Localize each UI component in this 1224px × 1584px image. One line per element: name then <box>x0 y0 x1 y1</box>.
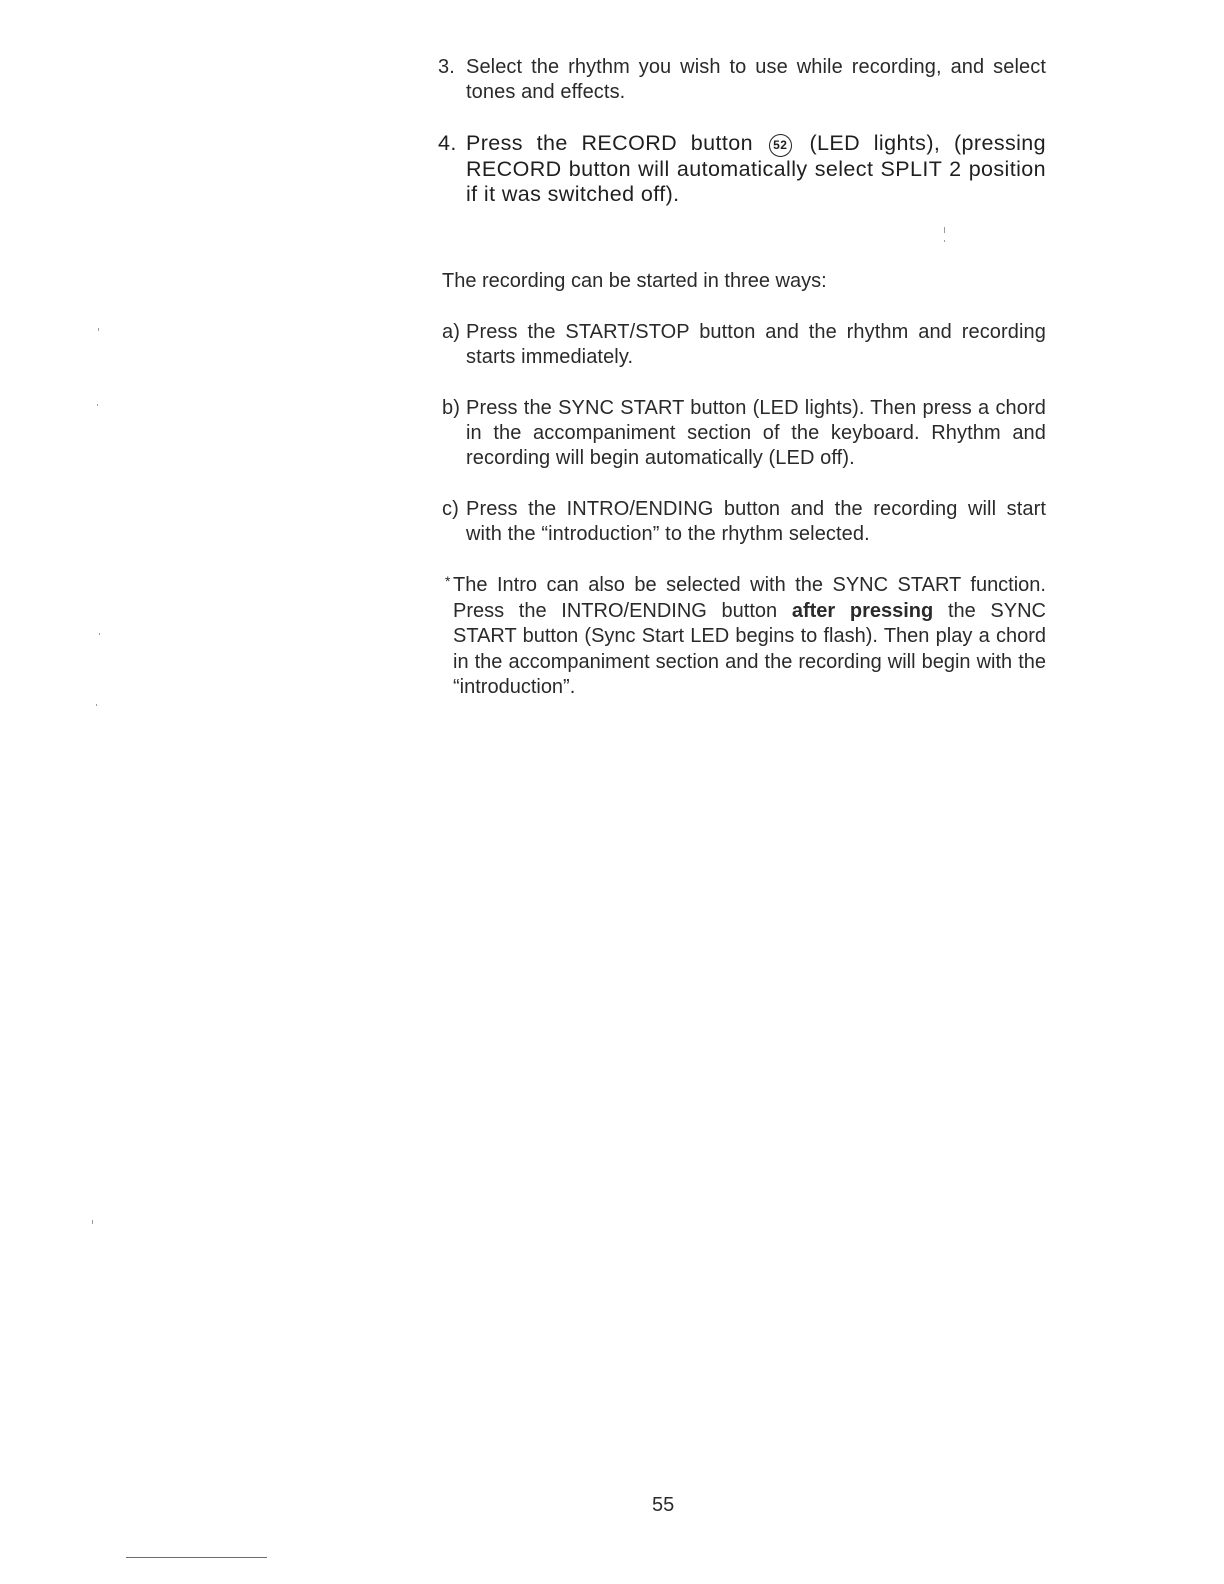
scan-speck <box>97 404 98 406</box>
intro-note <box>445 573 1046 701</box>
step-number: 3. <box>438 56 455 78</box>
option-c <box>442 497 1046 547</box>
scan-speck <box>944 240 945 242</box>
step-text-before: Press the RECORD button <box>466 131 753 155</box>
option-b <box>442 396 1046 471</box>
option-label: c) <box>442 498 459 520</box>
option-a <box>442 320 1046 370</box>
scan-speck <box>96 704 97 706</box>
record-button-reference-icon: 52 <box>769 134 792 157</box>
step-text <box>466 131 1046 207</box>
footer-rule <box>126 1557 267 1558</box>
option-label: b) <box>442 397 460 419</box>
scan-speck <box>98 328 99 331</box>
note-text-2: the SYNC START button (Sync Start LED begins to flash). Then play a chord in the accompaniment section and the recording will begin with the “introduction”. <box>453 599 1046 698</box>
step-number: 4. <box>438 131 457 155</box>
option-text: Press the SYNC START button (LED lights). Then press a chord in the accompaniment section of the keyboard. Rhythm and recording will begin automatically (LED off). <box>466 397 1046 469</box>
page-number: 55 <box>652 1494 675 1516</box>
intro-paragraph: The recording can be started in three ways: <box>442 270 827 292</box>
option-text: Press the START/STOP button and the rhythm and recording starts immediately. <box>466 321 1046 368</box>
option-text: Press the INTRO/ENDING button and the recording will start with the “introduction” to the rhythm selected. <box>466 498 1046 545</box>
step-text-after: (LED lights), (pressing RECORD button will automatically select SPLIT 2 position if it was switched off). <box>466 131 1047 206</box>
note-text-1: The Intro can also be selected with the SYNC START function. Press the INTRO/ENDING button <box>453 574 1046 622</box>
scan-speck <box>99 633 100 635</box>
step-3 <box>438 55 1046 105</box>
option-label: a) <box>442 321 460 343</box>
step-text: Select the rhythm you wish to use while recording, and select tones and effects. <box>466 56 1046 103</box>
note-marker: * <box>445 573 451 589</box>
scan-speck <box>944 227 945 233</box>
scan-speck <box>92 1220 93 1224</box>
note-emphasis: after pressing <box>791 599 934 622</box>
step-4 <box>438 131 1046 207</box>
